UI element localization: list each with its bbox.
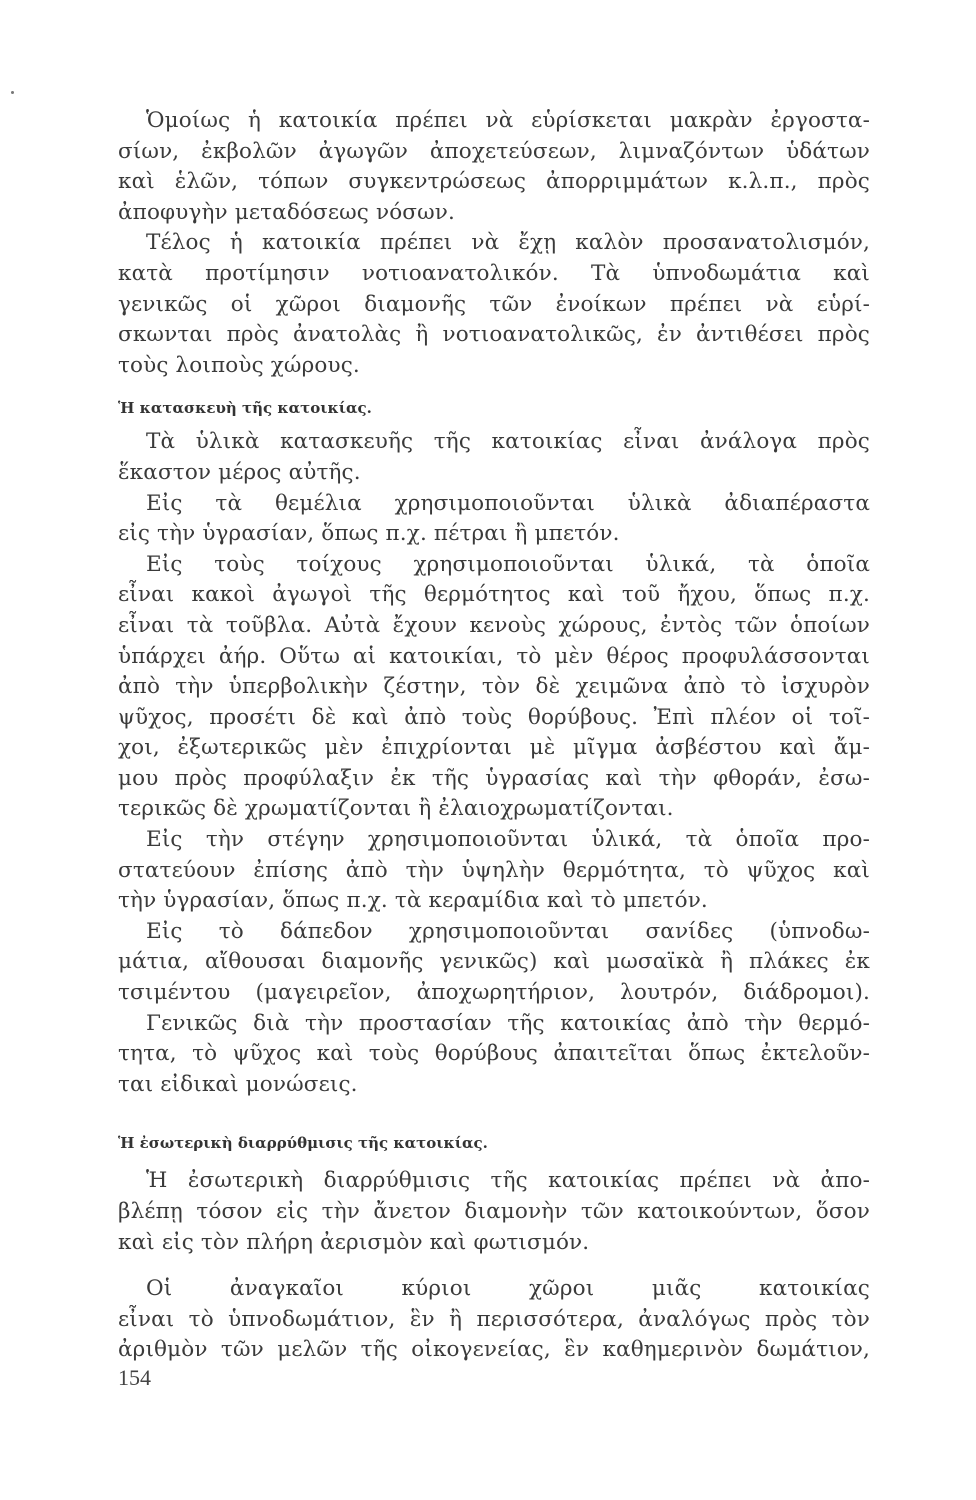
text-line: κατὰ προτίμησιν νοτιοανατολικόν. Τὰ ὑπνοδωμάτια καὶ: [118, 260, 870, 286]
text-line: Εἰς τὸ δάπεδον χρησιμοποιοῦνται σανίδες (ὑπνοδω-: [146, 918, 870, 944]
page-body: [118, 106, 870, 1366]
page-number: 154: [118, 1365, 151, 1390]
text-line: ἀποφυγὴν μεταδόσεως νόσων.: [118, 199, 456, 225]
text-line: Εἰς τοὺς τοίχους χρησιμοποιοῦνται ὑλικά, τὰ ὁποῖα: [146, 551, 870, 577]
text-line: τσιμέντου (μαγειρεῖον, ἀποχωρητήριον, λουτρόν, διάδρομοι).: [118, 980, 870, 1006]
text-line: βλέπῃ τόσον εἰς τὴν ἄνετον διαμονὴν τῶν κατοικούντων, ὅσον: [118, 1199, 870, 1224]
text-line: εἰς τὴν ὑγρασίαν, ὅπως π.χ. πέτραι ἢ μπετόν.: [118, 521, 620, 547]
text-line: στατεύουν ἐπίσης ἀπὸ τὴν ὑψηλὴν θερμότητα, τὸ ψῦχος καὶ: [118, 857, 870, 883]
text-line: καὶ ἑλῶν, τόπων συγκεντρώσεως ἀπορριμμάτων κ.λ.π., πρὸς: [118, 169, 870, 195]
text-line: Γενικῶς διὰ τὴν προστασίαν τῆς κατοικίας ἀπὸ τὴν θερμό-: [146, 1010, 870, 1036]
text-line: ψῦχος, προσέτι δὲ καὶ ἀπὸ τοὺς θορύβους. Ἐπὶ πλέον οἱ τοῖ-: [118, 704, 870, 730]
text-line: τοὺς λοιποὺς χώρους.: [118, 352, 360, 378]
text-line: σκωνται πρὸς ἀνατολὰς ἢ νοτιοανατολικῶς, ἐν ἀντιθέσει πρὸς: [118, 322, 870, 348]
text-line: Εἰς τὰ θεμέλια χρησιμοποιοῦνται ὑλικὰ ἀδιαπέραστα: [146, 490, 870, 516]
text-line: ὑπάρχει ἀήρ. Οὕτω αἱ κατοικίαι, τὸ μὲν θέρος προφυλάσσονται: [118, 643, 870, 669]
text-line: τητα, τὸ ψῦχος καὶ τοὺς θορύβους ἀπαιτεῖται ὅπως ἐκτελοῦν-: [118, 1041, 870, 1067]
text-line: Τέλος ἡ κατοικία πρέπει νὰ ἔχῃ καλὸν προσανατολισμόν,: [146, 230, 870, 256]
text-line: Οἱ ἀναγκαῖοι κύριοι χῶροι μιᾶς κατοικίας: [146, 1276, 870, 1302]
text-line: εἶναι τὰ τοῦβλα. Αὐτὰ ἔχουν κενοὺς χώρους, ἐντὸς τῶν ὁποίων: [118, 612, 870, 638]
text-line: μου πρὸς προφύλαξιν ἐκ τῆς ὑγρασίας καὶ τὴν φθοράν, ἐσω-: [118, 765, 870, 791]
text-line: τερικῶς δὲ χρωματίζονται ἢ ἐλαιοχρωματίζονται.: [118, 796, 674, 822]
text-line: Εἰς τὴν στέγην χρησιμοποιοῦνται ὑλικά, τὰ ὁποῖα προ-: [146, 827, 870, 853]
text-line: μάτια, αἴθουσαι διαμονῆς γενικῶς) καὶ μωσαϊκὰ ἢ πλάκες ἐκ: [118, 949, 870, 975]
text-line: εἶναι κακοὶ ἀγωγοὶ τῆς θερμότητος καὶ τοῦ ἤχου, ὅπως π.χ.: [118, 582, 870, 608]
section-heading: Ἡ κατασκευὴ τῆς κατοικίας.: [118, 399, 372, 418]
text-line: χοι, ἐξωτερικῶς μὲν ἐπιχρίονται μὲ μῖγμα ἀσβέστου καὶ ἄμ-: [118, 735, 870, 761]
text-line: σίων, ἐκβολῶν ἀγωγῶν ἀποχετεύσεων, λιμναζόντων ὑδάτων: [118, 138, 870, 164]
text-line: γενικῶς οἱ χῶροι διαμονῆς τῶν ἐνοίκων πρέπει νὰ εὑρί-: [118, 291, 870, 317]
text-line: τὴν ὑγρασίαν, ὅπως π.χ. τὰ κεραμίδια καὶ τὸ μπετόν.: [118, 888, 708, 914]
text-line: Τὰ ὑλικὰ κατασκευῆς τῆς κατοικίας εἶναι ἀνάλογα πρὸς: [146, 429, 870, 455]
text-line: καὶ εἰς τὸν πλήρη ἀερισμὸν καὶ φωτισμόν.: [118, 1229, 590, 1255]
text-line: εἶναι τὸ ὑπνοδωμάτιον, ἓν ἢ περισσότερα, ἀναλόγως πρὸς τὸν: [118, 1306, 870, 1332]
text-line: ἕκαστον μέρος αὐτῆς.: [118, 459, 361, 485]
section-heading: Ἡ ἐσωτερικὴ διαρρύθμισις τῆς κατοικίας.: [118, 1134, 488, 1153]
text-line: ἀριθμὸν τῶν μελῶν τῆς οἰκογενείας, ἓν καθημερινὸν δωμάτιον,: [118, 1337, 870, 1363]
text-line: Ὁμοίως ἡ κατοικία πρέπει νὰ εὑρίσκεται μακρὰν ἐργοστα-: [146, 108, 870, 133]
text-line: ται εἰδικαὶ μονώσεις.: [118, 1071, 358, 1097]
scan-speck: [11, 91, 14, 94]
text-line: Ἡ ἐσωτερικὴ διαρρύθμισις τῆς κατοικίας πρέπει νὰ ἀπο-: [146, 1168, 870, 1194]
text-line: ἀπὸ τὴν ὑπερβολικὴν ζέστην, τὸν δὲ χειμῶνα ἀπὸ τὸ ἰσχυρὸν: [118, 674, 870, 700]
